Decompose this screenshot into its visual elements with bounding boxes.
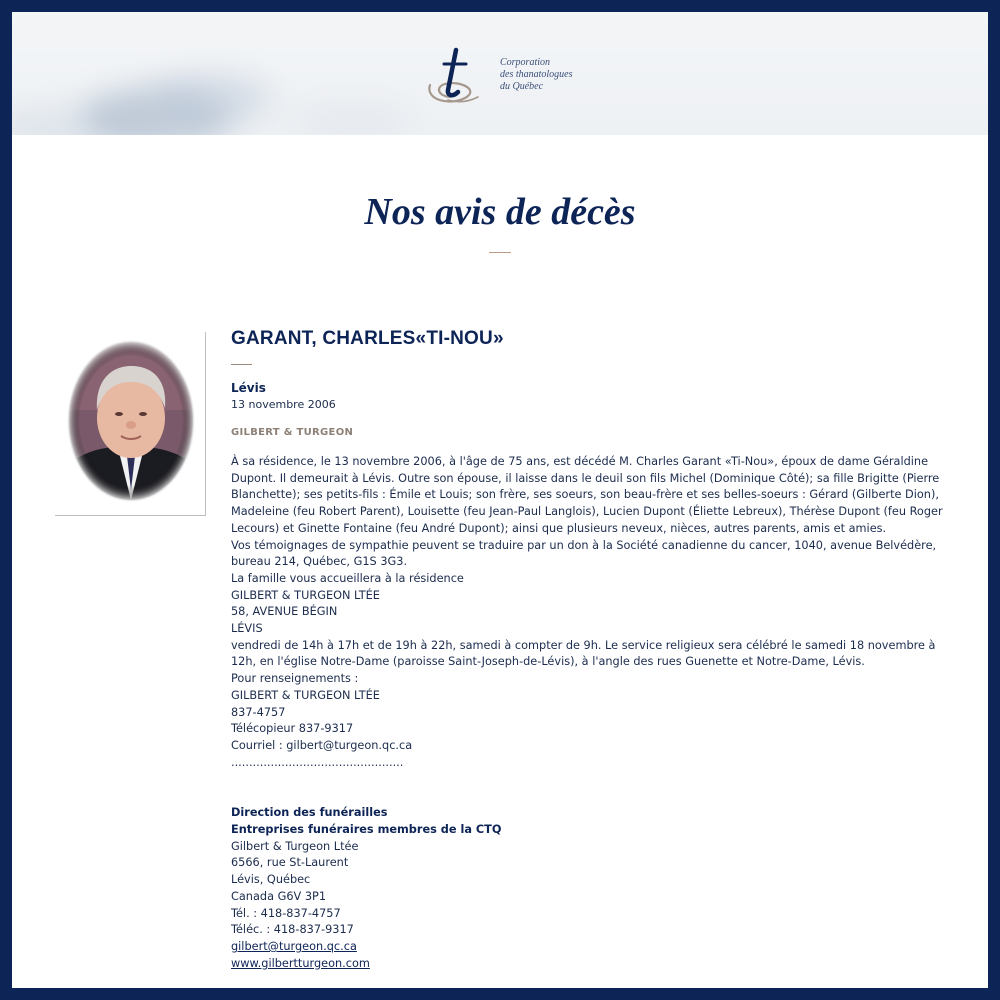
logo-text-line: du Québec bbox=[500, 81, 544, 92]
obituary-line: LÉVIS bbox=[231, 622, 263, 636]
obituary-paragraph: À sa résidence, le 13 novembre 2006, à l'âge de 75 ans, est décédé M. Charles Garant «Ti-Nou», époux de dame Géraldine Dupont. Il demeurait à Lévis. Outre son épouse, il laisse dans le deuil son fils Michel (Dominique Côté); sa fille Brigitte (Pierre Blanchette); ses petits-fils : Émile et Louis; son frère, ses soeurs, son beau-frère et ses belles-soeurs : Gérard (Gilberte Dion), Madeleine (feu Robert Parent), Louisette (feu Jean-Paul Langlois), Lucien Dupont (Éliette Lebreux), Thérèse Dupont (feu Roger Lecours) et Ginette Fontaine (feu André Dupont); ainsi que plusieurs neveux, nièces, autres parents, amis et amies. bbox=[231, 455, 943, 535]
company-city: Lévis, Québec bbox=[231, 873, 311, 887]
obituary-line: 837-4757 bbox=[231, 705, 286, 719]
header-cloud bbox=[292, 102, 412, 135]
deceased-portrait bbox=[67, 340, 195, 503]
obituary-line: 58, AVENUE BÉGIN bbox=[231, 605, 338, 619]
obituary-text bbox=[231, 454, 951, 771]
ctq-logo-icon bbox=[420, 40, 490, 110]
dotted-separator: ................................................ bbox=[231, 755, 404, 769]
notice-date: 13 novembre 2006 bbox=[231, 398, 336, 411]
direction-subheading: Entreprises funéraires membres de la CTQ bbox=[231, 823, 502, 837]
header-cloud bbox=[152, 74, 272, 124]
company-phone: Tél. : 418-837-4757 bbox=[231, 906, 341, 920]
portrait-frame bbox=[55, 332, 206, 516]
company-email-link[interactable]: gilbert@turgeon.qc.ca bbox=[231, 939, 357, 953]
company-fax: Téléc. : 418-837-9317 bbox=[231, 923, 354, 937]
name-divider bbox=[231, 364, 252, 365]
page-frame bbox=[12, 12, 988, 988]
logo-text bbox=[500, 57, 573, 93]
site-logo[interactable] bbox=[420, 40, 620, 110]
obituary-line: GILBERT & TURGEON LTÉE bbox=[231, 688, 380, 702]
funeral-home-tag: GILBERT & TURGEON bbox=[231, 427, 354, 438]
obituary-line: La famille vous accueillera à la résidence bbox=[231, 571, 464, 585]
company-postal: Canada G6V 3P1 bbox=[231, 889, 327, 903]
company-name: Gilbert & Turgeon Ltée bbox=[231, 839, 359, 853]
company-website-link[interactable]: www.gilbertturgeon.com bbox=[231, 956, 370, 970]
company-street: 6566, rue St-Laurent bbox=[231, 856, 349, 870]
obituary-paragraph: vendredi de 14h à 17h et de 19h à 22h, samedi à compter de 9h. Le service religieux sera célébré le samedi 18 novembre à 12h, en l'église Notre-Dame (paroisse Saint-Joseph-de-Lévis), à l'angle des rues Guenette et Notre-Dame, Lévis. bbox=[231, 638, 936, 669]
obituary-line: Télécopieur 837-9317 bbox=[231, 722, 354, 736]
obituary-line: Courriel : gilbert@turgeon.qc.ca bbox=[231, 738, 413, 752]
obituary-line: GILBERT & TURGEON LTÉE bbox=[231, 588, 380, 602]
title-divider bbox=[489, 252, 511, 253]
deceased-name: GARANT, CHARLES«TI-NOU» bbox=[231, 328, 504, 349]
page-title: Nos avis de décès bbox=[364, 191, 636, 233]
funeral-direction bbox=[231, 805, 951, 972]
site-header bbox=[12, 12, 988, 135]
obituary-content bbox=[231, 328, 951, 972]
logo-text-line: des thanatologues bbox=[500, 69, 573, 80]
logo-text-line: Corporation bbox=[500, 57, 551, 68]
obituary-paragraph: Vos témoignages de sympathie peuvent se traduire par un don à la Société canadienne du cancer, 1040, avenue Belvédère, bureau 214, Québec, G1S 3G3. bbox=[231, 538, 937, 569]
obituary-line: Pour renseignements : bbox=[231, 672, 359, 686]
direction-heading: Direction des funérailles bbox=[231, 806, 388, 820]
notice-city: Lévis bbox=[231, 381, 266, 395]
